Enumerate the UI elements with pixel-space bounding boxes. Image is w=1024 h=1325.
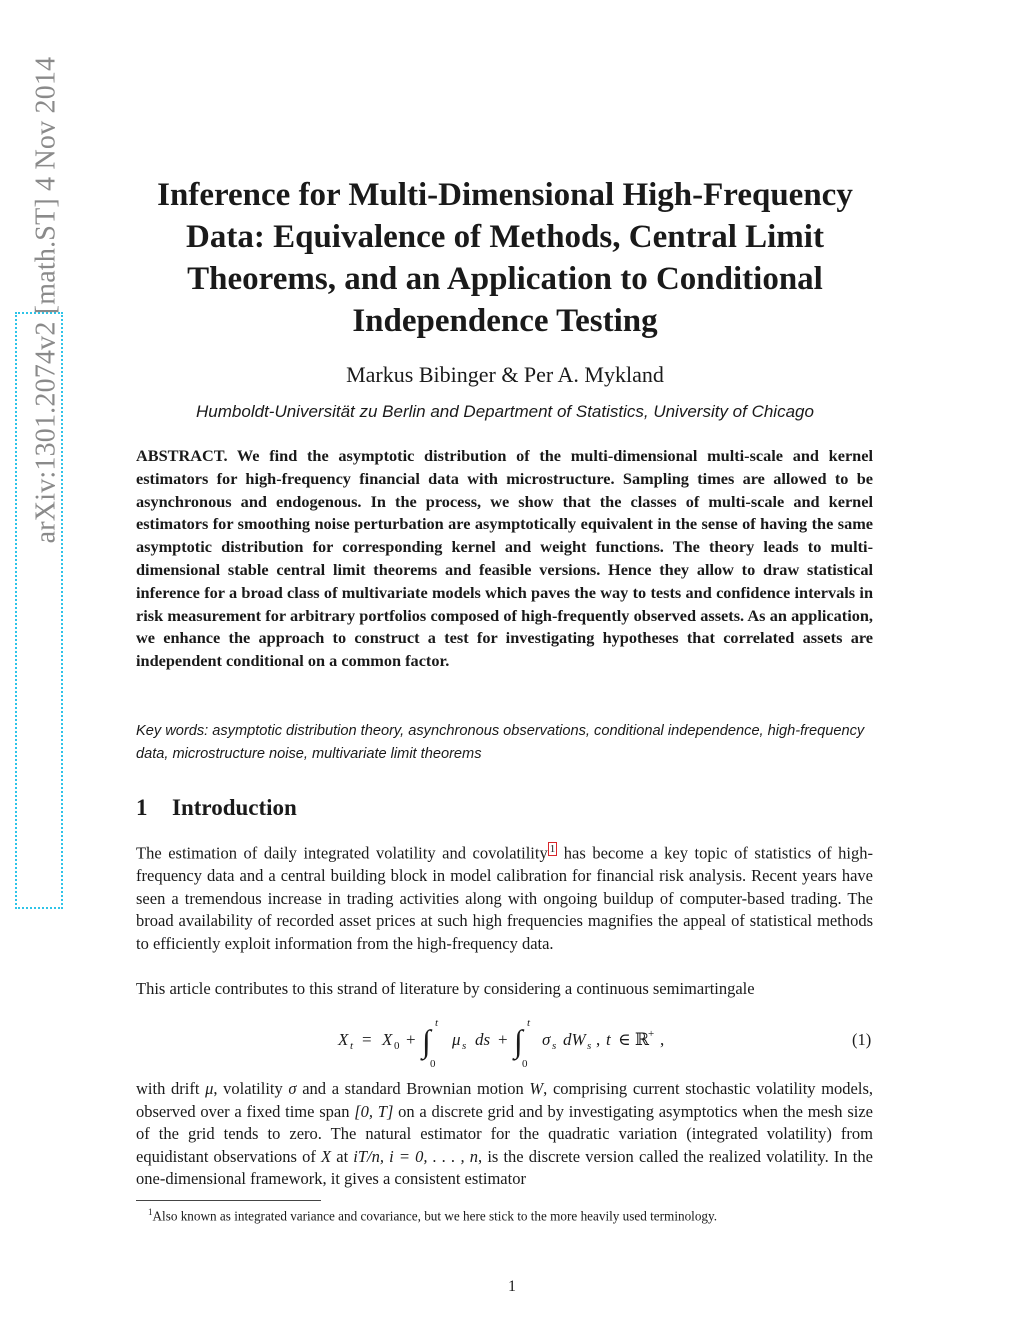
semimartingale-equation [330, 1015, 730, 1071]
svg-text:+: + [406, 1030, 416, 1049]
svg-text:μ: μ [452, 1030, 461, 1049]
para3-text: and a standard Brownian motion [296, 1079, 530, 1098]
svg-text:σ: σ [542, 1030, 551, 1049]
math-time-span: [0, T] [354, 1101, 394, 1121]
math-sigma: σ [288, 1079, 297, 1098]
svg-text:,: , [596, 1030, 601, 1049]
intro-paragraph-1 [136, 842, 873, 955]
svg-text:∫: ∫ [422, 1023, 431, 1059]
math-grid: iT/n, i = 0, . . . , n [353, 1146, 479, 1166]
paper-title: Inference for Multi-Dimensional High-Frequency Data: Equivalence of Methods, Central Limit Theorems, and an Application to Conditional Independence Testing [157, 177, 853, 339]
section-heading [136, 795, 297, 821]
svg-text:X: X [382, 1030, 393, 1049]
math-mu: μ [205, 1079, 214, 1098]
keywords: Key words: asymptotic distribution theory, asynchronous observations, conditional independence, high-frequency data, microstructure noise, multivariate limit theorems [136, 723, 865, 762]
svg-text:s: s [587, 1040, 592, 1052]
svg-text:,: , [660, 1030, 665, 1049]
footnote-link[interactable]: 1 [549, 843, 556, 855]
svg-text:t: t [435, 1017, 439, 1029]
svg-text:t: t [350, 1040, 354, 1052]
para3-text: at [331, 1146, 354, 1166]
section-title: Introduction [172, 795, 297, 820]
intro-paragraph-3 [136, 1078, 873, 1191]
abstract: ABSTRACT. We find the asymptotic distribution of the multi-dimensional multi-scale and kernel estimators for high-frequency financial data with microstructure. Sampling times are allowed to be asynchronous and endogenous. In the process, we show that the classes of multi-scale and kernel estimators for smoothing noise perturbation are asymptotically equivalent in the sense of having the same asymptotic distribution for corresponding kernel and weight functions. The theory leads to multi-dimensional stable central limit theorems and feasible versions. Hence they allow to draw statistical inference for a broad class of multivariate models which paves the way to tests and confidence intervals in risk measurement for arbitrary portfolios composed of high-frequently observed assets. As an application, we enhance the approach to construct a test for investigating hypotheses that correlated assets are independent conditional on a common factor. [136, 446, 873, 671]
svg-text:∫: ∫ [514, 1023, 523, 1059]
affiliation: Humboldt-Universität zu Berlin and Department of Statistics, University of Chicago [196, 402, 814, 421]
footnote-mark: 1 [148, 1207, 153, 1217]
svg-text:s: s [552, 1040, 557, 1052]
para3-text: with drift [136, 1079, 206, 1098]
svg-text:0: 0 [394, 1040, 400, 1052]
svg-text:X: X [338, 1030, 349, 1049]
para3-text: , volatility [213, 1079, 289, 1098]
footnote [148, 1207, 717, 1224]
svg-text:dW: dW [563, 1030, 586, 1049]
author-list: Markus Bibinger & Per A. Mykland [346, 362, 664, 387]
svg-text:t: t [606, 1030, 611, 1049]
svg-text:ds: ds [475, 1030, 491, 1049]
svg-text:t: t [527, 1017, 531, 1029]
para3-text: on a discrete grid and by investigating asymptotics when the mesh size of the grid tends to zero. The natural estimator for the quadratic variation (integrated volatility) from equidistant observations of [136, 1101, 873, 1166]
arxiv-identifier[interactable]: arXiv:1301.2074v2 [math.ST] 4 Nov 2014 [30, 56, 62, 544]
para3-text: , is the discrete version called the realized volatility. In the one-dimensional framework, it gives a consistent estimator [136, 1146, 873, 1189]
svg-text:=: = [362, 1030, 372, 1049]
para3-text: , comprising current stochastic volatility models, observed over a fixed time span [136, 1079, 873, 1121]
section-number: 1 [136, 795, 148, 820]
page-number: 1 [508, 1278, 516, 1295]
svg-text:+: + [648, 1028, 655, 1040]
equation-number: (1) [852, 1030, 872, 1049]
svg-text:0: 0 [430, 1058, 436, 1070]
math-x: X [321, 1146, 332, 1166]
svg-text:s: s [462, 1040, 467, 1052]
para1-text-start: The estimation of daily integrated volatility and covolatility [136, 843, 548, 863]
svg-text:+: + [498, 1030, 508, 1049]
footnote-divider [136, 1200, 321, 1201]
svg-text:0: 0 [522, 1058, 528, 1070]
footnote-text: Also known as integrated variance and covariance, but we here stick to the more heavily used terminology. [152, 1208, 718, 1224]
intro-paragraph-2: This article contributes to this strand of literature by considering a continuous semimartingale [136, 979, 755, 998]
svg-text:∈: ∈ [618, 1030, 631, 1049]
para1-text-end: has become a key topic of statistics of high-frequency data and a central building block in model calibration for financial risk analysis. Recent years have seen a tremendous increase in trading activities along with ongoing buildup of computer-based trading. The broad availability of recorded asset prices at such high frequencies magnifies the appeal of statistical methods to efficiently exploit information from the high-frequency data. [136, 843, 873, 953]
svg-text:ℝ: ℝ [635, 1030, 650, 1049]
math-w: W [529, 1079, 544, 1098]
